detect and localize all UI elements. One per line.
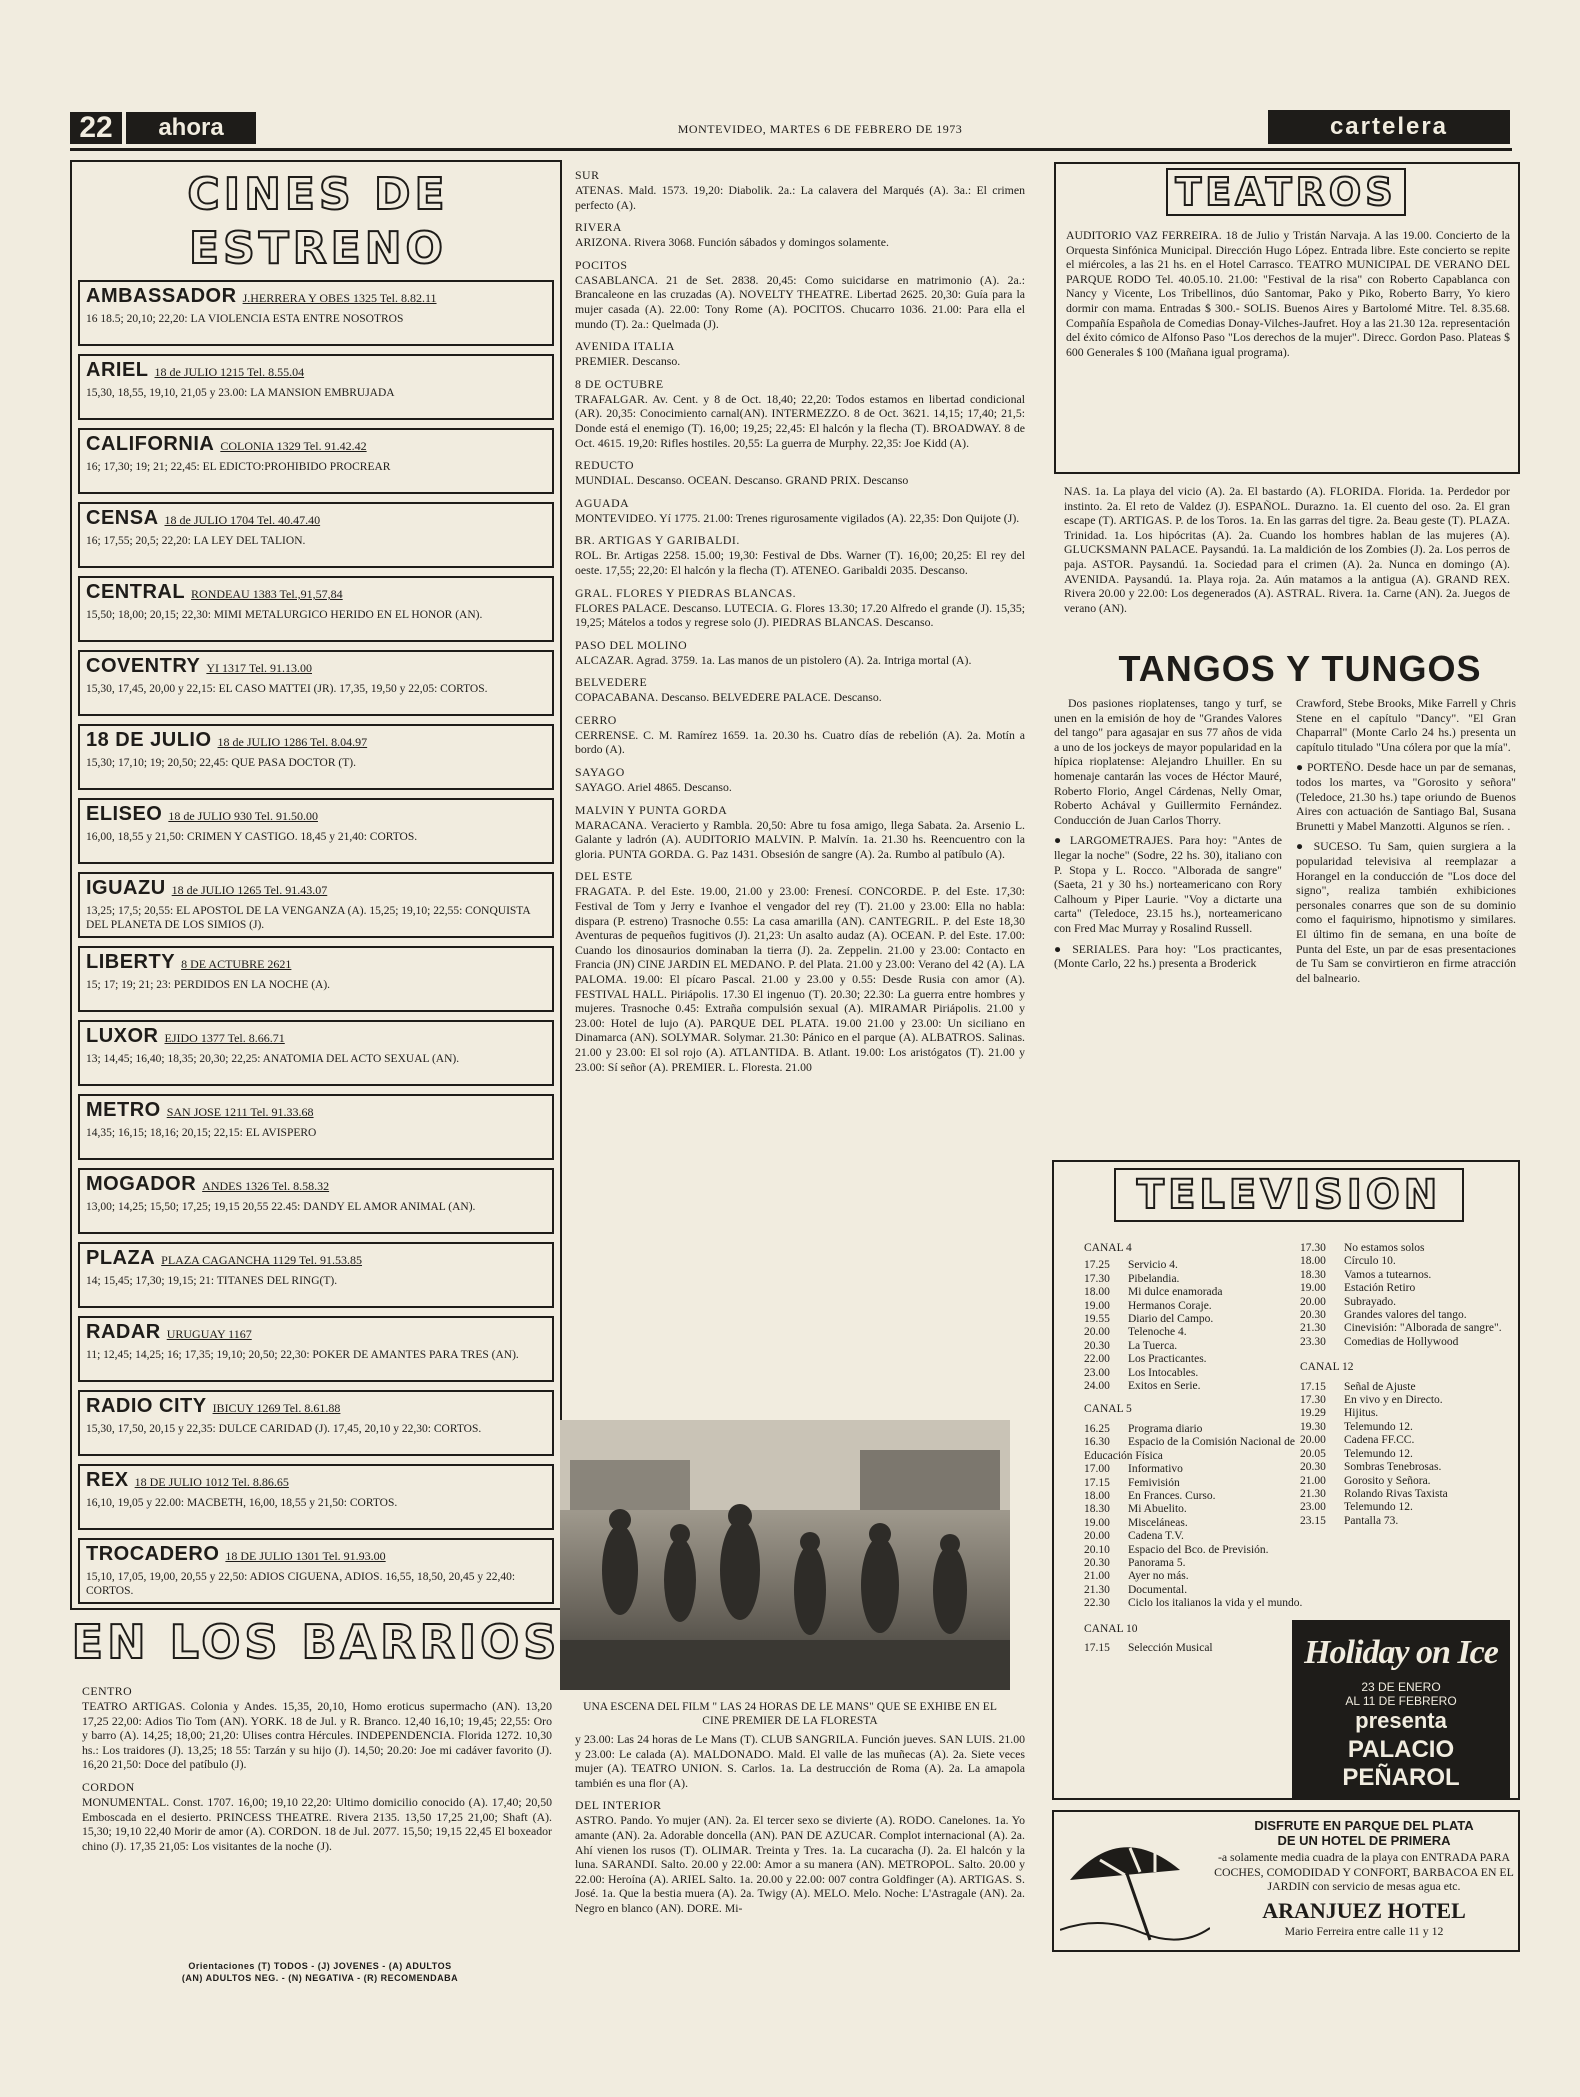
- hotel-headline-2: DE UN HOTEL DE PRIMERA: [1277, 1833, 1451, 1848]
- program-time: 16.25: [1084, 1422, 1110, 1435]
- interior-listings: ASTRO. Pando. Yo mujer (AN). 2a. El tercer sexo se divierte (A). RODO. Canelones. 1a. Yo amante (AN). 2a. Adorable doncella (AN). PAN DE AZUCAR. Complot internacional (A). 2a. Ahí vienen los rusos (T). OLIMAR. Treinta y Tres. 1a. La cucaracha (J). 2a. El halcón y la luna. SARANDI. Salto. 20.00 y 22.00: Amor a su manera (AN). METROPOL. Salto. 20.00 y 22.00: Heroína (A). ARIEL Salto. 1a. 20.00 y 22.00: 007 contra Goldfinger (A). ARTIGAS. S. José. 1a. Que la bestia muera (A). 2a. Twigy (A). MELO. Melo. Noche: L'Astragale (AN). 2a. Negro en blanco (AN). DORE. Mi-: [575, 1813, 1025, 1915]
- tv-program: [1084, 1503, 1314, 1516]
- tv-program: [1084, 1584, 1314, 1597]
- program-title: Sombras Tenebrosas.: [1344, 1461, 1442, 1474]
- program-time: 17.15: [1084, 1641, 1110, 1654]
- cinema-listing: [78, 1390, 554, 1456]
- section-listings: ARIZONA. Rivera 3068. Función sábados y domingos solamente.: [575, 235, 889, 250]
- bullet-icon: ●: [1054, 941, 1073, 956]
- program-time: 21.30: [1084, 1583, 1110, 1596]
- tv-program: [1300, 1475, 1510, 1488]
- section-heading: BELVEDERE: [575, 675, 648, 690]
- barrios-title: EN LOS BARRIOS: [71, 1615, 561, 1669]
- section-listings: MUNDIAL. Descanso. OCEAN. Descanso. GRAND PRIX. Descanso: [575, 473, 909, 488]
- header-rule: [70, 148, 1512, 151]
- tv-program: [1084, 1300, 1314, 1313]
- cinema-listing: [78, 1094, 554, 1160]
- program-time: 19.00: [1084, 1516, 1110, 1529]
- tv-program: [1084, 1490, 1314, 1503]
- cinema-name: TROCADERO: [86, 1543, 220, 1565]
- cinema-name: AMBASSADOR: [86, 285, 237, 307]
- program-title: Estación Retiro: [1344, 1282, 1416, 1295]
- tv-program: [1084, 1477, 1314, 1490]
- program-time: 23.15: [1300, 1514, 1326, 1527]
- program-title: Espacio del Bco. de Previsión.: [1128, 1543, 1269, 1556]
- bullet-icon: ●: [1296, 760, 1307, 775]
- ice-presenta: presenta: [1355, 1708, 1447, 1733]
- bullet-icon: ●: [1296, 839, 1314, 854]
- cinema-address: 18 DE JULIO 1301 Tel. 91.93.00: [225, 1549, 386, 1563]
- section-listings: SAYAGO. Ariel 4865. Descanso.: [575, 780, 732, 795]
- program-title: Telemundo 12.: [1344, 1501, 1413, 1514]
- program-title: Círculo 10.: [1344, 1255, 1396, 1268]
- holiday-on-ice-logo: Holiday on Ice: [1304, 1634, 1498, 1671]
- cinema-showtimes: 15,50; 18,00; 20,15; 22,30: MIMI METALURGICO HERIDO EN EL HONOR (AN).: [86, 609, 483, 621]
- section-listings: ALCAZAR. Agrad. 3759. 1a. Las manos de un pistolero (A). 2a. Intriga mortal (A).: [575, 652, 972, 667]
- tv-program: [1084, 1436, 1314, 1463]
- cinema-showtimes: 13,25; 17,5; 20,55: EL APOSTOL DE LA VENGANZA (A). 15,25; 19,10; 22,55: CONQUISTA DEL PLANETA DE LOS SIMIOS (J).: [86, 905, 531, 931]
- aranjuez-hotel-ad: [1052, 1810, 1520, 1952]
- cinema-listing: [78, 1020, 554, 1086]
- teatros-title: TEATROS: [1166, 168, 1406, 216]
- seriales-continued: Crawford, Stebe Brooks, Mike Farrell y Chris Stene en el capítulo "Dancy". "El Gran Chaparral" (Monte Carlo 24 hs.) presenta un capítulo titulado "Una cólera por que la mía".: [1296, 696, 1516, 754]
- canal-10-schedule: [1084, 1642, 1314, 1655]
- program-time: 17.00: [1084, 1463, 1110, 1476]
- canal-4-schedule: [1084, 1259, 1314, 1393]
- section-listings: MONTEVIDEO. Yí 1775. 21.00: Trenes rigurosamente vigilados (A). 22,35: Don Quijote (J).: [575, 510, 1020, 525]
- cinema-name: PLAZA: [86, 1247, 156, 1269]
- section-listings: PREMIER. Descanso.: [575, 354, 681, 369]
- tv-program: [1300, 1336, 1510, 1349]
- program-title: Ayer no más.: [1128, 1570, 1189, 1583]
- section-listings: ROL. Br. Artigas 2258. 15.00; 19,30: Festival de Dbs. Warner (T). 16,00; 20,25: El rey del oeste. 17,55; 22,20: El halcón y la flecha (T). ATENEO. Garibaldi 2035. Descanso.: [575, 548, 1025, 577]
- cinema-name: MOGADOR: [86, 1173, 197, 1195]
- suceso-text: SUCESO. Tu Sam, quien surgiera a la popularidad televisiva al reemplazar a Horangel en la conducción de "Los doce del signo", realiza también exhibiciones personales conarres que son de su dominio como el faquirismo, hipnotismo y similares. El último fin de semana, en una boíte de Punta del Este, un par de esas presentaciones de Tu Sam se convirtieron en firme atracción del balneario.: [1296, 839, 1516, 985]
- tv-program: [1300, 1269, 1510, 1282]
- program-title: Telemundo 12.: [1344, 1447, 1413, 1460]
- cines-de-estreno-box: [70, 160, 562, 1610]
- tv-program: [1084, 1570, 1314, 1583]
- tv-program: [1300, 1515, 1510, 1528]
- cinema-address: EJIDO 1377 Tel. 8.66.71: [164, 1031, 285, 1045]
- section-heading: PASO DEL MOLINO: [575, 637, 688, 652]
- issue-date: MONTEVIDEO, MARTES 6 DE FEBRERO DE 1973: [677, 122, 963, 136]
- cinema-showtimes: 16; 17,30; 19; 21; 22,45: EL EDICTO:PROHIBIDO PROCREAR: [86, 461, 391, 473]
- cinema-showtimes: 16,10, 19,05 y 22.00: MACBETH, 16,00, 18,55 y 21,50: CORTOS.: [86, 1497, 398, 1509]
- canal-10-schedule-continued: [1300, 1242, 1510, 1349]
- cinema-listing: [78, 650, 554, 716]
- program-time: 20.30: [1084, 1339, 1110, 1352]
- program-title: Femivisión: [1128, 1476, 1180, 1489]
- col2-bottom: [575, 1732, 1025, 1916]
- ice-venue: PALACIO PEÑAROL: [1342, 1736, 1460, 1791]
- program-time: 18.30: [1300, 1268, 1326, 1281]
- interior-continued: NAS. 1a. La playa del vicio (A). 2a. El bastardo (A). FLORIDA. Florida. 1a. Perdedor por instinto. 2a. El reto de Valdez (J). ESPAÑOL. Durazno. 1a. El cuento del oso. 2a. El gran escape (T). ARTIGAS. P. de los Toros. 1a. En las garras del tigre. 2a. Beau geste (T). PLAZA. Trinidad. 1a. Los hipócritas (A). 2a. Cuando los hombres hablan de las mujeres (A). GLUCKSMANN PALACE. Paysandú. 1a. La maldición de los Zombies (J). 2a. Los perros de paja. ASTOR. Paysandú. 1a. Sociedad para el crimen (A). 2a. Nunca en domingo (A). AVENIDA. Paysandú. 1a. Playa roja. 2a. Aún matamos a la antigua (A). GRAND REX. Rivera 20.00 y 22.00: Los degenerados (A). ASTRAL. Rivera. 1a. Carne (AN). 2a. Juegos de verano (AN).: [1064, 484, 1510, 615]
- program-time: 22.30: [1084, 1597, 1110, 1610]
- tv-program: [1084, 1367, 1314, 1380]
- program-time: 22.00: [1084, 1353, 1110, 1366]
- tv-program: [1300, 1381, 1510, 1394]
- section-heading-interior: DEL INTERIOR: [575, 1798, 662, 1813]
- tv-program: [1300, 1242, 1510, 1255]
- program-time: 20.00: [1084, 1326, 1110, 1339]
- program-time: 19.30: [1300, 1420, 1326, 1433]
- section-heading: SAYAGO: [575, 765, 625, 780]
- floresta-continued: y 23.00: Las 24 horas de Le Mans (T). CLUB SANGRILA. Función jueves. SAN LUIS. 21.00 y 23.00: Le calada (A). MALDONADO. Mald. El valle de las muñecas (A). 2a. Siete veces mujer (A). TEATRO UNION. S. Carlos. 1a. La destrucción de Roma (A). 2a. La amapola también es una flor (A).: [575, 1732, 1025, 1790]
- tv-program: [1084, 1326, 1314, 1339]
- section-heading: BR. ARTIGAS Y GARIBALDI.: [575, 533, 740, 548]
- section-heading: REDUCTO: [575, 458, 634, 473]
- program-title: Pantalla 73.: [1344, 1514, 1399, 1527]
- photo-caption: UNA ESCENA DEL FILM " LAS 24 HORAS DE LE MANS" QUE SE EXHIBE EN EL CINE PREMIER DE LA FLORESTA: [583, 1701, 997, 1727]
- tangos-title: TANGOS Y TUNGOS: [1118, 648, 1482, 689]
- section-listings: COPACABANA. Descanso. BELVEDERE PALACE. Descanso.: [575, 690, 882, 705]
- section-heading-cordon: CORDON: [82, 1779, 135, 1794]
- section-title: cartelera: [1268, 110, 1510, 144]
- program-time: 18.00: [1300, 1255, 1326, 1268]
- program-title: Telenoche 4.: [1128, 1326, 1187, 1339]
- program-title: Selección Musical: [1128, 1641, 1213, 1654]
- program-time: 23.00: [1300, 1501, 1326, 1514]
- tv-program: [1300, 1407, 1510, 1420]
- section-heading: AGUADA: [575, 495, 630, 510]
- program-time: 17.30: [1300, 1394, 1326, 1407]
- tv-program: [1084, 1597, 1314, 1610]
- section-heading: GRAL. FLORES Y PIEDRAS BLANCAS.: [575, 585, 797, 600]
- program-time: 20.10: [1084, 1543, 1110, 1556]
- program-time: 20.30: [1300, 1461, 1326, 1474]
- program-title: Comedias de Hollywood: [1344, 1335, 1459, 1348]
- tv-program: [1084, 1517, 1314, 1530]
- cinema-showtimes: 15,30, 17,50, 20,15 y 22,35: DULCE CARIDAD (J). 17,45, 20,10 y 22,30: CORTOS.: [86, 1423, 482, 1435]
- program-title: Cadena FF.CC.: [1344, 1434, 1415, 1447]
- cinema-name: LIBERTY: [86, 951, 176, 973]
- section-heading-centro: CENTRO: [82, 1684, 133, 1698]
- cinema-listing: [78, 946, 554, 1012]
- cinema-address: YI 1317 Tel. 91.13.00: [206, 661, 312, 675]
- seriales-text: SERIALES. Para hoy: "Los practicantes, (Monte Carlo, 22 hs.) presenta a Broderick: [1054, 941, 1283, 971]
- cinema-listing: [78, 428, 554, 494]
- program-title: Panorama 5.: [1128, 1556, 1186, 1569]
- cinema-showtimes: 14; 15,45; 17,30; 19,15; 21: TITANES DEL RING(T).: [86, 1275, 338, 1287]
- tv-program: [1084, 1353, 1314, 1366]
- program-title: Cadena T.V.: [1128, 1530, 1184, 1543]
- program-title: Ciclo los italianos la vida y el mundo.: [1128, 1597, 1303, 1610]
- cinema-name: METRO: [86, 1099, 161, 1121]
- program-title: Hijitus.: [1344, 1407, 1379, 1420]
- teatros-text: AUDITORIO VAZ FERREIRA. 18 de Julio y Tristán Narvaja. A las 19.00. Concierto de la Orquesta Sinfónica Municipal. Dirección Hugo López. Entrada libre. Este concierto se repite el miércoles, a las 21 hs. en el Hotel Carrasco. TEATRO MUNICIPAL DE VERANO DEL PARQUE RODO Tel. 40.05.10. 21.00: "Festival de la risa" con Roberto Capablanca con Nancy y Vicente, Los Tribellinos, dúo Santomar, Pako y Piko, Roberto Barry, Yo kiero dormir con mama. Entradas $ 300.- SOLIS. Buenos Aires y Bartolomé Mitre. Tel. 8.35.68. Compañía Española de Comedias Donay-Vilches-Jaufret. Hoy a las 21.30 12a. representación del éxito cómico de Alfonso Paso "Los derechos de la mujer". Direcc. Gordon Paso. Plateas $ 600 Generales $ 100 (Mañana igual programa).: [1066, 228, 1510, 359]
- barrios-text: [82, 1676, 552, 1853]
- cinema-address: COLONIA 1329 Tel. 91.42.42: [220, 439, 367, 453]
- cinema-name: 18 DE JULIO: [86, 729, 212, 751]
- program-title: Rolando Rivas Taxista: [1344, 1487, 1448, 1500]
- section-heading: 8 DE OCTUBRE: [575, 376, 664, 391]
- tv-program: [1084, 1286, 1314, 1299]
- program-title: Hermanos Coraje.: [1128, 1299, 1212, 1312]
- section-listings: TRAFALGAR. Av. Cent. y 8 de Oct. 18,40; 22,20: Todos estamos en libertad condicional (AR). 20,35: Conocimiento carnal(AN). INTERMEZZO. 8 de Oct. 3621. 14,15; 17,40; 21,5: Donde está el enemigo (T). 16,00; 19,25; 22,45: El halcón y la flecha (T). BROADWAY. 8 de Oct. 4615. 19,20: Rifles hostiles. 20,55: La guerra de Murphy. 22,35: Joe Kidd (A).: [575, 391, 1025, 450]
- tv-program: [1084, 1259, 1314, 1272]
- cinema-showtimes: 15,30, 18,55, 19,10, 21,05 y 23.00: LA MANSION EMBRUJADA: [86, 387, 395, 399]
- cinema-listing: [78, 502, 554, 568]
- holiday-on-ice-ad: [1292, 1620, 1510, 1800]
- program-time: 20.00: [1300, 1434, 1326, 1447]
- largometrajes-text: LARGOMETRAJES. Para hoy: "Antes de llegar la noche" (Sodre, 22 hs. 30), italiano con P. Stopa y L. Rocco. "Alborada de sangre" (Saeta, 21 y 30 hs.) norteamericano con Rory Calhoum y Piper Laurie. "Voy a dictarte una carta" (Teledoce, 23.15 hs.), norteamericano con Fred Mac Murray y Rosalind Russell.: [1054, 833, 1282, 935]
- cinema-address: 18 de JULIO 1265 Tel. 91.43.07: [171, 883, 328, 897]
- cinema-name: CENSA: [86, 507, 159, 529]
- program-title: Mi dulce enamorada: [1128, 1286, 1223, 1299]
- tv-program: [1300, 1434, 1510, 1447]
- cinema-listing: [78, 798, 554, 864]
- program-title: La Tuerca.: [1128, 1339, 1178, 1352]
- program-title: Diario del Campo.: [1128, 1313, 1214, 1326]
- program-time: 18.00: [1084, 1489, 1110, 1502]
- section-listings: ATENAS. Mald. 1573. 19,20: Diabolik. 2a.: La calavera del Marqués (A). 3a.: El crimen perfecto (A).: [575, 183, 1025, 212]
- cinema-showtimes: 13,00; 14,25; 15,50; 17,25; 19,15 20,55 22.45: DANDY EL AMOR ANIMAL (AN).: [86, 1201, 476, 1213]
- program-title: Telemundo 12.: [1344, 1420, 1413, 1433]
- program-title: Informativo: [1128, 1463, 1183, 1476]
- cinema-showtimes: 15; 17; 19; 21; 23: PERDIDOS EN LA NOCHE (A).: [86, 979, 331, 991]
- tv-program: [1300, 1394, 1510, 1407]
- cinema-showtimes: 16; 17,55; 20,5; 22,20: LA LEY DEL TALION.: [86, 535, 306, 547]
- program-time: 19.29: [1300, 1407, 1326, 1420]
- tv-right-col: [1300, 1242, 1510, 1528]
- program-time: 20.00: [1300, 1295, 1326, 1308]
- legend-line-1: Orientaciones (T) TODOS - (J) JOVENES - (A) ADULTOS: [188, 1961, 452, 1971]
- channel-heading-12: CANAL 12: [1300, 1361, 1354, 1374]
- program-title: Señal de Ajuste: [1344, 1380, 1416, 1393]
- cinema-showtimes: 14,35; 16,15; 18,16; 20,15; 22,15: EL AVISPERO: [86, 1127, 317, 1139]
- film-still-photo: [560, 1420, 1010, 1690]
- hotel-ad-text: [1214, 1818, 1514, 1938]
- hotel-address: Mario Ferreira entre calle 11 y 12: [1284, 1923, 1444, 1938]
- program-title: En vivo y en Directo.: [1344, 1394, 1443, 1407]
- tangos-right-col: [1296, 696, 1516, 985]
- cinema-address: RONDEAU 1383 Tel.,91,57,84: [191, 587, 343, 601]
- program-time: 20.30: [1300, 1309, 1326, 1322]
- tv-program: [1084, 1557, 1314, 1570]
- cinema-address: J.HERRERA Y OBES 1325 Tel. 8.82.11: [242, 291, 437, 305]
- program-time: 21.30: [1300, 1487, 1326, 1500]
- program-time: 18.00: [1084, 1286, 1110, 1299]
- program-title: Servicio 4.: [1128, 1259, 1178, 1272]
- tv-left-col: [1084, 1242, 1314, 1655]
- barrios-continued: [575, 160, 1025, 1074]
- beach-umbrella-icon: [1060, 1820, 1210, 1946]
- cinema-address: PLAZA CAGANCHA 1129 Tel. 91.53.85: [161, 1253, 363, 1267]
- hotel-description: -a solamente media cuadra de la playa con ENTRADA PARA COCHES, COMODIDAD Y CONFORT, BARBACOA EN EL JARDIN con servicio de mesas agua etc.: [1214, 1850, 1514, 1894]
- tangos-left-col: [1054, 696, 1282, 971]
- program-time: 17.15: [1300, 1380, 1326, 1393]
- cinema-listing: [78, 1464, 554, 1530]
- bullet-icon: ●: [1054, 833, 1070, 848]
- cinema-listing: [78, 576, 554, 642]
- section-listings: FRAGATA. P. del Este. 19.00, 21.00 y 23.00: Frenesí. CONCORDE. P. del Este. 17,30: Festival de Tom y Jerry e Ivanhoe el vengador del rey (T). 21.00 y 23.00: Ella no habla: dispara (P. estreno) Trasnoche 0.55: La casa amarilla (AN). CANTEGRIL. P. del Este 18,30 Aventuras de pequeños fugitivos (J). 21,23: Un asalto audaz (A). OCEAN. P. del Este. 17.00: Cuando los dinosaurios dominaban la tierra (J). 2a. Zeppelin. 21.00 y 23.00: Contacto en Francia (JN) CINE JARDIN EL MEDANO. P. del Plata. 21.00 y 23.00: Verano del 42 (A). LA PALOMA. 19.00: El pícaro Pascal. 21.00 y 23.00 y 0.55: Desde Rusia con amor (A). FESTIVAL HALL. Piriápolis. 17.30 El ingenuo (T). 20.30; 22.30: La guerra entre hombres y mujeres. Trasnoche 0.45: Extraña compulsión sexual (A). MIRAMAR Piriápolis. 21.00 y 23.00: Hotel de lujo (A). PARQUE DEL PLATA. 19.00 21.00 y 23.00: Un siciliano en Dinamarca (AN). SOLYMAR. Solymar. 21.30: Pánico en el parque (A). ALBATROS. Salinas. 21.00 y 23.00: El sol rojo (A). ATLANTIDA. B. Atlant. 19.00: Los aristógatos (T). 21.00 y 23.00: Sí señor (A). PREMIER. L. Floresta. 21.00: [575, 884, 1025, 1074]
- section-heading: POCITOS: [575, 257, 628, 272]
- cinema-address: 18 de JULIO 1704 Tel. 40.47.40: [164, 513, 321, 527]
- cinema-address: ANDES 1326 Tel. 8.58.32: [202, 1179, 330, 1193]
- program-time: 17.30: [1300, 1242, 1326, 1254]
- cinema-address: 18 de JULIO 1215 Tel. 8.55.04: [154, 365, 305, 379]
- program-title: No estamos solos: [1344, 1242, 1425, 1254]
- program-title: Grandes valores del tango.: [1344, 1309, 1467, 1322]
- cinema-address: 8 DE ACTUBRE 2621: [181, 957, 292, 971]
- program-title: Programa diario: [1128, 1422, 1203, 1435]
- cinema-listing: [78, 724, 554, 790]
- cinema-address: 18 de JULIO 930 Tel. 91.50.00: [168, 809, 318, 823]
- section-listings: CASABLANCA. 21 de Set. 2838. 20,45: Como suicidarse en matrimonio (A). 2a.: Brancaleone en las cruzadas (A). NOVELTY THEATRE. Libertad 2625. 20,30: Guía para la mujer casada (A). 22.00: Tony Rome (A). POCITOS. Chucarro 1036. 21.00: Para ella el mundo (T). 2a.: Quelmada (J).: [575, 272, 1025, 331]
- tv-program: [1084, 1340, 1314, 1353]
- cinema-showtimes: 16,00, 18,55 y 21,50: CRIMEN Y CASTIGO. 18,45 y 21,40: CORTOS.: [86, 831, 418, 843]
- cinema-address: 18 DE JULIO 1012 Tel. 8.86.65: [134, 1475, 289, 1489]
- tangos-intro: Dos pasiones rioplatenses, tango y turf, se unen en la emisión de hoy de "Grandes Valores del tango" para agasajar en sus 77 años de vida a uno de los jockeys de mayor popularidad en la hípica rioplatense: Alejandro Lhuiller. En su homenaje cantarán las voces de Héctor Mauré, Roberto Florio, Angel Cárdenas, Nelly Omar, Roberto Achával y Guillermito Fernández. Conducción de Juan Carlos Thorry.: [1054, 696, 1282, 827]
- cinema-showtimes: 15,10, 17,05, 19,00, 20,55 y 22,50: ADIOS CIGUENA, ADIOS. 16,55, 18,50, 20,45 y 22,40: CORTOS.: [86, 1571, 516, 1597]
- section-listings: MARACANA. Veracierto y Rambla. 20,50: Abre tu fosa amigo, llega Sabata. 2a. Arsenio L. Galante y ladrón (A). AUDITORIO MALVIN. P. Malvín. 1a. 21.30 hs. Reencuentro con la gloria. PUNTA GORDA. G. Paz 1431. Obsesión de sangre (A). 2a. Rumbo al patíbulo (A).: [575, 817, 1025, 861]
- porteno-text: PORTEÑO. Desde hace un par de semanas, todos los martes, va "Gorosito y señora" (Teledoce, 21.30 hs.) tape oriundo de Buenos Aires con actuación de Santiago Bal, Susana Brunetti y Mabel Manzotti. Algunos se ríen. .: [1296, 760, 1516, 833]
- program-time: 24.00: [1084, 1380, 1110, 1393]
- centro-listings: TEATRO ARTIGAS. Colonia y Andes. 15,35, 20,10, Homo eroticus supermacho (AN). 13,20 17,25 22,00: Adios Tio Tom (AN). YORK. 18 de Jul. y R. Branco. 12,40 16,10; 19,45; 22,55: Oro y barro (A). 14,25; 18,00; 21,20: Ulises contra Hércules. INDEPENDENCIA. Florida 1272. 10,30 hs.: Los traidores (J). 13,25; 18 55: Tarzán y su hijo (J). 14,50; 20.20: Joe mi cadáver favorito (J). 16,20 21,50: Doce del patíbulo (J).: [82, 1699, 552, 1772]
- channel-heading-5: CANAL 5: [1084, 1403, 1132, 1416]
- canal-5-schedule: [1084, 1423, 1314, 1611]
- cinema-listing: [78, 1538, 554, 1604]
- channel-heading-10: CANAL 10: [1084, 1622, 1138, 1635]
- section-heading: SUR: [575, 168, 600, 182]
- cinema-showtimes: 15,30; 17,10; 19; 20,50; 22,45: QUE PASA DOCTOR (T).: [86, 757, 356, 769]
- tv-program: [1084, 1313, 1314, 1326]
- tv-program: [1300, 1282, 1510, 1295]
- program-title: Subrayado.: [1344, 1295, 1397, 1308]
- tv-program: [1084, 1423, 1314, 1436]
- cinema-address: IBICUY 1269 Tel. 8.61.88: [212, 1401, 341, 1415]
- program-time: 21.30: [1300, 1322, 1326, 1335]
- program-title: Mi Abuelito.: [1128, 1503, 1187, 1516]
- cines-title: CINES DE ESTRENO: [187, 169, 449, 274]
- cinema-name: ARIEL: [86, 359, 149, 381]
- program-title: Exitos en Serie.: [1128, 1380, 1201, 1393]
- section-listings: FLORES PALACE. Descanso. LUTECIA. G. Flores 13.30; 17.20 Alfredo el grande (J). 15,35; 19,25; Mátelos a todos y regrese solo (J). PIEDRAS BLANCAS. Descanso.: [575, 600, 1025, 630]
- crowd-photo-graphic: [560, 1420, 1010, 1690]
- section-heading: CERRO: [575, 712, 617, 727]
- cinema-showtimes: 13; 14,45; 16,40; 18,35; 20,30; 22,25: ANATOMIA DEL ACTO SEXUAL (AN).: [86, 1053, 460, 1065]
- cinema-name: ELISEO: [86, 803, 163, 825]
- section-heading: RIVERA: [575, 220, 622, 235]
- hotel-headline-1: DISFRUTE EN PARQUE DEL PLATA: [1254, 1818, 1474, 1833]
- cinema-listing: [78, 280, 554, 346]
- cinema-name: CENTRAL: [86, 581, 186, 603]
- cinema-name: REX: [86, 1469, 129, 1491]
- section-listings: CERRENSE. C. M. Ramírez 1659. 1a. 20.30 hs. Cuatro días de rebelión (A). 2a. Motín a bordo (A).: [575, 727, 1025, 757]
- tv-program: [1084, 1530, 1314, 1543]
- tv-program: [1300, 1296, 1510, 1309]
- tv-program: [1300, 1255, 1510, 1268]
- program-time: 16.30: [1084, 1436, 1110, 1449]
- tv-program: [1084, 1463, 1314, 1476]
- program-title: Vamos a tutearnos.: [1344, 1268, 1432, 1281]
- hotel-name: ARANJUEZ HOTEL: [1262, 1897, 1466, 1923]
- canal-12-schedule: [1300, 1381, 1510, 1528]
- cinema-name: RADAR: [86, 1321, 161, 1343]
- section-heading: AVENIDA ITALIA: [575, 339, 675, 354]
- teatros-box: [1054, 162, 1520, 474]
- cinema-name: COVENTRY: [86, 655, 201, 677]
- cinema-listing: [78, 872, 554, 938]
- program-time: 20.00: [1084, 1530, 1110, 1543]
- program-time: 21.00: [1084, 1570, 1110, 1583]
- program-title: Los Practicantes.: [1128, 1353, 1207, 1366]
- section-heading: MALVIN Y PUNTA GORDA: [575, 802, 728, 817]
- program-time: 23.30: [1300, 1335, 1326, 1348]
- cinema-listing: [78, 1242, 554, 1308]
- program-time: 19.55: [1084, 1313, 1110, 1326]
- cinema-showtimes: 15,30, 17,45, 20,00 y 22,15: EL CASO MATTEI (JR). 17,35, 19,50 y 22,05: CORTOS.: [86, 683, 488, 695]
- program-time: 18.30: [1084, 1503, 1110, 1516]
- publication-name: ahora: [126, 112, 256, 144]
- cinema-name: RADIO CITY: [86, 1395, 207, 1417]
- cinema-address: SAN JOSE 1211 Tel. 91.33.68: [166, 1105, 314, 1119]
- cordon-listings: MONUMENTAL. Const. 1707. 16,00; 19,10 22,20: Ultimo domicilio conocido (A). 17,40; 20,50 Emboscada en el desierto. PRINCESS THEATRE. Rivera 2135. 13,50 17,25 21,00; Shaft (A). 15,30; 19,10 22,40 Morir de amor (A). CORDON. 18 de Jul. 2077. 15,50; 19,15 22,45 El boxeador chino (J). 17,35 21,05: Los visitantes de la noche (J).: [82, 1794, 552, 1853]
- program-time: 23.00: [1084, 1366, 1110, 1379]
- program-title: En Frances. Curso.: [1128, 1489, 1216, 1502]
- tv-program: [1300, 1501, 1510, 1514]
- program-time: 17.30: [1084, 1272, 1110, 1285]
- program-title: Gorosito y Señora.: [1344, 1474, 1431, 1487]
- tv-program: [1084, 1642, 1314, 1655]
- cinema-name: IGUAZU: [86, 877, 166, 899]
- tv-program: [1300, 1448, 1510, 1461]
- ice-date-start: 23 DE ENERO: [1361, 1680, 1441, 1694]
- page-number: 22: [70, 112, 122, 144]
- cinema-showtimes: 16 18.5; 20,10; 22,20: LA VIOLENCIA ESTA ENTRE NOSOTROS: [86, 313, 404, 325]
- television-title: TELEVISION: [1114, 1168, 1464, 1222]
- cinema-listing: [78, 1168, 554, 1234]
- channel-heading-4: CANAL 4: [1084, 1242, 1132, 1254]
- program-title: Misceláneas.: [1128, 1516, 1188, 1529]
- cinema-name: CALIFORNIA: [86, 433, 215, 455]
- section-heading: DEL ESTE: [575, 869, 633, 884]
- program-time: 17.25: [1084, 1259, 1110, 1272]
- legend-line-2: (AN) ADULTOS NEG. - (N) NEGATIVA - (R) RECOMENDABA: [181, 1973, 459, 1983]
- cinema-address: URUGUAY 1167: [166, 1327, 252, 1341]
- program-time: 17.15: [1084, 1476, 1110, 1489]
- tv-program: [1300, 1309, 1510, 1322]
- program-title: Cinevisión: "Alborada de sangre".: [1344, 1322, 1502, 1335]
- cinema-showtimes: 11; 12,45; 14,25; 16; 17,35; 19,10; 20,50; 22,30: POKER DE AMANTES PARA TRES (AN).: [86, 1349, 519, 1361]
- program-title: Los Intocables.: [1128, 1366, 1199, 1379]
- program-time: 20.05: [1300, 1447, 1326, 1460]
- program-time: 19.00: [1300, 1282, 1326, 1295]
- cinema-listing: [78, 1316, 554, 1382]
- ice-date-end: AL 11 DE FEBRERO: [1345, 1694, 1457, 1708]
- program-title: Espacio de la Comisión Nacional de Educación Física: [1084, 1436, 1296, 1462]
- tv-program: [1084, 1380, 1314, 1393]
- program-time: 21.00: [1300, 1474, 1326, 1487]
- tv-program: [1300, 1488, 1510, 1501]
- tv-program: [1084, 1273, 1314, 1286]
- ratings-legend: [100, 1960, 540, 1984]
- program-title: Pibelandia.: [1128, 1272, 1180, 1285]
- program-time: 20.30: [1084, 1556, 1110, 1569]
- program-time: 19.00: [1084, 1299, 1110, 1312]
- program-title: Documental.: [1128, 1583, 1188, 1596]
- cinema-name: LUXOR: [86, 1025, 159, 1047]
- tv-program: [1300, 1421, 1510, 1434]
- tv-program: [1300, 1461, 1510, 1474]
- tv-program: [1300, 1322, 1510, 1335]
- cinema-address: 18 de JULIO 1286 Tel. 8.04.97: [217, 735, 368, 749]
- cinema-listing: [78, 354, 554, 420]
- tv-program: [1084, 1544, 1314, 1557]
